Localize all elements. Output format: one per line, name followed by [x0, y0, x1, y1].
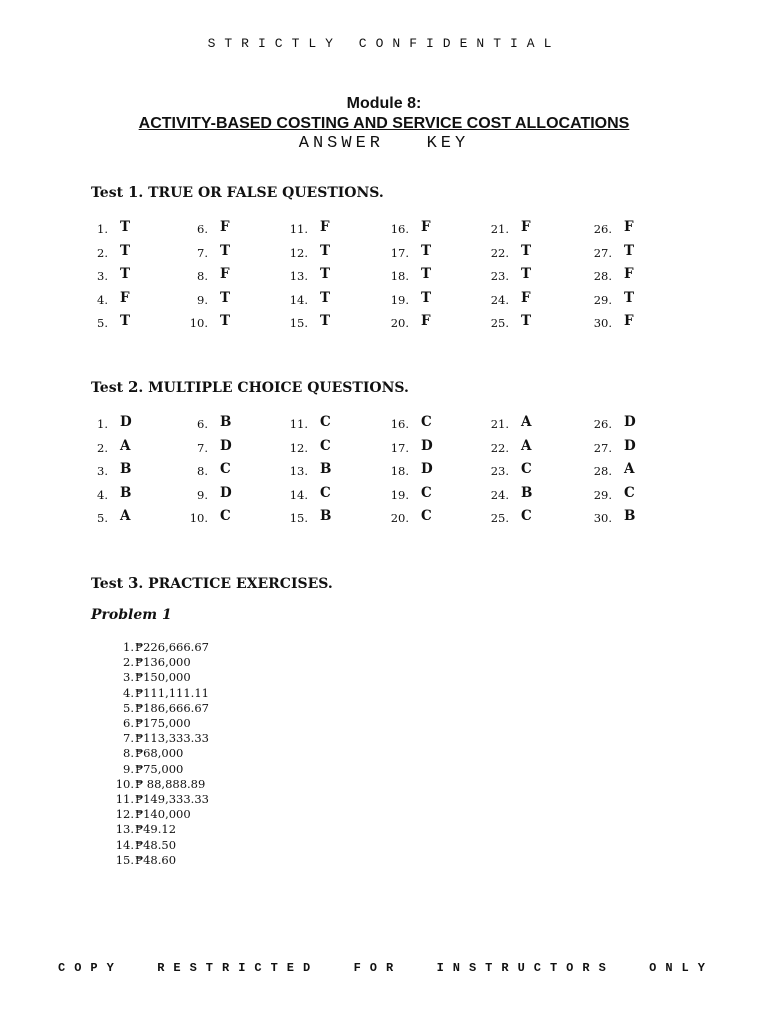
test2-title: . MULTIPLE CHOICE QUESTIONS. — [138, 380, 409, 396]
question-number: 11. — [289, 222, 308, 236]
question-number: 21. — [490, 222, 509, 236]
question-number: 7. — [197, 245, 208, 260]
test3-number: 3 — [127, 574, 139, 592]
answer-letter: D — [624, 437, 636, 454]
test1-answer-item — [90, 218, 190, 241]
problem-answer-item — [108, 762, 209, 777]
question-number: 12. — [289, 440, 308, 455]
problem-answer-item — [108, 640, 209, 655]
problem-answer-value: ₱75,000 — [135, 761, 184, 776]
test2-answer-item — [190, 413, 290, 436]
answer-letter: T — [521, 313, 532, 329]
question-number: 5. — [97, 511, 108, 525]
test1-answer-item — [290, 289, 390, 312]
answer-letter: F — [624, 313, 634, 329]
answer-letter: D — [624, 414, 636, 430]
problem-answer-item — [108, 822, 209, 837]
answer-letter: T — [120, 219, 131, 235]
answer-letter: B — [320, 508, 332, 524]
answer-letter: B — [320, 461, 332, 477]
test2-answer-item — [290, 437, 390, 460]
question-number: 4. — [97, 487, 108, 502]
problem-item-number: 11. — [115, 792, 134, 807]
test2-answer-item — [391, 507, 491, 530]
test2-label: Test — [91, 380, 128, 396]
question-number: 30. — [593, 511, 612, 525]
test2-answer-item — [190, 484, 290, 507]
problem-answer-item — [108, 792, 209, 807]
test1-answer-item — [90, 242, 190, 265]
problem-1-title: Problem 1 — [91, 607, 172, 623]
problem-answer-value: ₱140,000 — [135, 807, 191, 822]
question-number: 11. — [289, 417, 308, 431]
question-number: 26. — [593, 222, 612, 236]
question-number: 13. — [289, 464, 308, 478]
test2-answer-item — [290, 413, 390, 436]
question-number: 27. — [593, 245, 612, 260]
answer-letter: C — [320, 484, 331, 501]
question-number: 25. — [490, 511, 509, 525]
answer-letter: A — [521, 437, 532, 454]
answer-letter: C — [521, 461, 532, 477]
problem-item-number: 8. — [123, 746, 134, 761]
problem-answer-value: ₱175,000 — [135, 716, 191, 731]
question-number: 15. — [289, 316, 308, 330]
question-number: 20. — [390, 511, 409, 525]
test1-answer-item — [594, 312, 694, 335]
test1-answer-item — [190, 289, 290, 312]
test2-answer-item — [594, 484, 694, 507]
question-number: 2. — [97, 440, 108, 455]
question-number: 13. — [289, 269, 308, 283]
test3-heading — [91, 574, 333, 592]
answer-letter: A — [624, 461, 635, 477]
question-number: 19. — [390, 292, 409, 307]
answer-letter: F — [421, 313, 431, 329]
problem-answer-value: ₱136,000 — [135, 655, 191, 670]
test2-answer-item — [90, 484, 190, 507]
answer-letter: D — [220, 484, 232, 501]
answer-letter: B — [624, 508, 636, 524]
answer-letter: C — [521, 508, 532, 524]
test2-answer-item — [491, 413, 591, 436]
answer-letter: T — [320, 289, 331, 306]
question-number: 4. — [97, 292, 108, 307]
test2-answer-item — [491, 484, 591, 507]
problem-answer-value: ₱48.50 — [135, 837, 177, 852]
question-number: 28. — [593, 464, 612, 478]
test1-answer-item — [491, 242, 591, 265]
footer-word: INSTRUCTORS — [436, 961, 615, 975]
answer-letter: B — [220, 414, 232, 430]
test1-answer-item — [391, 242, 491, 265]
answer-letter: D — [220, 437, 232, 454]
test1-row — [90, 265, 670, 289]
problem-item-number: 7. — [123, 731, 134, 746]
question-number: 23. — [490, 464, 509, 478]
test1-row — [90, 289, 670, 313]
answer-letter: D — [421, 461, 433, 477]
problem-item-number: 2. — [123, 655, 134, 670]
test1-answer-grid — [90, 218, 670, 336]
test1-row — [90, 242, 670, 266]
test1-answer-item — [594, 242, 694, 265]
test2-answer-item — [190, 507, 290, 530]
answer-letter: A — [521, 414, 532, 430]
problem-answer-value: ₱186,666.67 — [135, 700, 209, 715]
test1-number: 1 — [127, 183, 139, 201]
question-number: 2. — [97, 245, 108, 260]
answer-letter: C — [421, 484, 432, 501]
test2-answer-item — [391, 484, 491, 507]
test2-row — [90, 484, 670, 508]
problem-item-number: 13. — [115, 822, 134, 837]
answer-letter: D — [421, 437, 433, 454]
answer-letter: F — [521, 219, 531, 235]
answer-letter: B — [521, 484, 533, 501]
test3-title: . PRACTICE EXERCISES. — [138, 576, 333, 592]
test1-answer-item — [290, 242, 390, 265]
test2-answer-item — [594, 437, 694, 460]
test2-answer-item — [491, 507, 591, 530]
answer-letter: A — [120, 508, 131, 524]
answer-letter: T — [220, 242, 231, 259]
test1-answer-item — [290, 312, 390, 335]
test2-answer-item — [90, 413, 190, 436]
answer-key-heading: ANSWER KEY — [298, 134, 470, 153]
answer-letter: T — [320, 313, 331, 329]
question-number: 18. — [390, 269, 409, 283]
question-number: 19. — [390, 487, 409, 502]
problem-answer-value: ₱ 88,888.89 — [135, 776, 206, 791]
problem-item-number: 3. — [123, 670, 134, 685]
problem-answer-item — [108, 716, 209, 731]
problem-1-answer-list — [108, 640, 209, 868]
test1-answer-item — [90, 312, 190, 335]
answer-letter: F — [220, 219, 230, 235]
question-number: 9. — [197, 487, 208, 502]
test1-answer-item — [491, 312, 591, 335]
answer-letter: T — [320, 266, 331, 282]
test1-answer-item — [594, 289, 694, 312]
test2-answer-item — [594, 507, 694, 530]
answer-letter: T — [421, 266, 432, 282]
question-number: 24. — [490, 292, 509, 307]
test1-answer-item — [290, 218, 390, 241]
question-number: 8. — [197, 269, 208, 283]
answer-letter: C — [421, 508, 432, 524]
test2-answer-item — [190, 460, 290, 483]
test2-answer-item — [290, 507, 390, 530]
answer-letter: T — [120, 242, 131, 259]
problem-item-number: 9. — [123, 761, 134, 776]
answer-letter: C — [220, 508, 231, 524]
test1-answer-item — [391, 218, 491, 241]
question-number: 17. — [390, 245, 409, 260]
answer-letter: A — [120, 437, 131, 454]
question-number: 23. — [490, 269, 509, 283]
answer-letter: T — [624, 242, 635, 259]
test2-heading — [91, 378, 409, 396]
question-number: 18. — [390, 464, 409, 478]
answer-letter: F — [220, 266, 230, 282]
answer-letter: F — [521, 289, 531, 306]
test2-answer-item — [391, 460, 491, 483]
question-number: 6. — [197, 417, 208, 431]
problem-answer-item — [108, 655, 209, 670]
problem-answer-item — [108, 701, 209, 716]
test2-answer-item — [491, 460, 591, 483]
question-number: 15. — [289, 511, 308, 525]
question-number: 10. — [189, 511, 208, 525]
test2-answer-item — [594, 460, 694, 483]
problem-answer-item — [108, 807, 209, 822]
test2-answer-item — [491, 437, 591, 460]
question-number: 16. — [390, 222, 409, 236]
answer-letter: D — [120, 414, 132, 430]
test1-answer-item — [491, 218, 591, 241]
answer-letter: B — [120, 461, 132, 477]
test1-answer-item — [491, 289, 591, 312]
test2-answer-item — [290, 484, 390, 507]
test1-answer-item — [190, 312, 290, 335]
test1-heading — [91, 183, 384, 201]
title-block — [0, 94, 768, 154]
problem-answer-value: ₱48.60 — [135, 852, 177, 867]
test1-answer-item — [290, 265, 390, 288]
question-number: 6. — [197, 222, 208, 236]
problem-answer-value: ₱113,333.33 — [135, 731, 209, 746]
test1-answer-item — [391, 312, 491, 335]
question-number: 17. — [390, 440, 409, 455]
test1-title: . TRUE OR FALSE QUESTIONS. — [138, 185, 384, 201]
answer-letter: T — [220, 313, 231, 329]
test2-row — [90, 413, 670, 437]
problem-item-number: 4. — [123, 685, 134, 700]
question-number: 29. — [593, 487, 612, 502]
test1-label: Test — [91, 185, 128, 201]
test3-label: Test — [91, 576, 128, 592]
problem-answer-item — [108, 686, 209, 701]
question-number: 16. — [390, 417, 409, 431]
problem-item-number: 1. — [123, 640, 134, 654]
question-number: 24. — [490, 487, 509, 502]
problem-item-number: 6. — [123, 716, 134, 731]
answer-letter: C — [624, 484, 635, 501]
test2-answer-item — [90, 507, 190, 530]
answer-letter: T — [120, 313, 131, 329]
test2-answer-item — [391, 437, 491, 460]
answer-letter: F — [120, 289, 130, 306]
test1-answer-item — [90, 289, 190, 312]
answer-letter: T — [120, 266, 131, 282]
footer-word: ONLY — [649, 961, 714, 975]
question-number: 9. — [197, 292, 208, 307]
answer-letter: B — [120, 484, 132, 501]
test1-row — [90, 218, 670, 242]
test2-answer-grid — [90, 413, 670, 531]
test1-answer-item — [391, 265, 491, 288]
question-number: 21. — [490, 417, 509, 431]
module-subtitle: ACTIVITY-BASED COSTING AND SERVICE COST ALLOCATIONS — [138, 115, 630, 132]
footer-word: COPY — [58, 961, 123, 975]
problem-answer-value: ₱149,333.33 — [135, 792, 209, 807]
problem-item-number: 14. — [115, 837, 134, 852]
answer-letter: T — [521, 266, 532, 282]
question-number: 10. — [189, 316, 208, 330]
question-number: 5. — [97, 316, 108, 330]
footer-word: RESTRICTED — [157, 961, 320, 975]
question-number: 14. — [289, 487, 308, 502]
problem-item-number: 10. — [115, 776, 134, 791]
problem-answer-value: ₱111,111.11 — [135, 685, 209, 700]
question-number: 27. — [593, 440, 612, 455]
question-number: 26. — [593, 417, 612, 431]
problem-answer-item — [108, 853, 209, 868]
problem-item-number: 12. — [115, 807, 134, 822]
problem-answer-value: ₱226,666.67 — [135, 640, 209, 654]
test2-row — [90, 507, 670, 531]
answer-letter: C — [320, 414, 331, 430]
answer-letter: F — [421, 219, 431, 235]
answer-letter: C — [320, 437, 331, 454]
problem-answer-item — [108, 777, 209, 792]
test1-answer-item — [594, 265, 694, 288]
problem-item-number: 5. — [123, 700, 134, 715]
footer-word: FOR — [353, 961, 403, 975]
test1-answer-item — [190, 242, 290, 265]
question-number: 30. — [593, 316, 612, 330]
test2-answer-item — [290, 460, 390, 483]
answer-letter: T — [624, 289, 635, 306]
answer-letter: F — [624, 266, 634, 282]
answer-letter: T — [220, 289, 231, 306]
test2-row — [90, 437, 670, 461]
test2-answer-item — [190, 437, 290, 460]
question-number: 28. — [593, 269, 612, 283]
question-number: 25. — [490, 316, 509, 330]
problem-answer-value: ₱68,000 — [135, 746, 184, 761]
test1-answer-item — [391, 289, 491, 312]
test2-number: 2 — [127, 378, 139, 396]
test1-answer-item — [190, 265, 290, 288]
question-number: 1. — [97, 417, 108, 431]
answer-letter: T — [521, 242, 532, 259]
answer-letter: C — [220, 461, 231, 477]
answer-letter: T — [320, 242, 331, 259]
problem-answer-value: ₱150,000 — [135, 670, 191, 685]
question-number: 22. — [490, 440, 509, 455]
test2-answer-item — [90, 460, 190, 483]
copy-restricted-footer — [58, 961, 714, 975]
question-number: 3. — [97, 269, 108, 283]
test1-row — [90, 312, 670, 336]
problem-answer-item — [108, 670, 209, 685]
answer-letter: T — [421, 242, 432, 259]
test2-answer-item — [90, 437, 190, 460]
problem-answer-value: ₱49.12 — [135, 822, 177, 837]
question-number: 3. — [97, 464, 108, 478]
problem-answer-item — [108, 731, 209, 746]
question-number: 29. — [593, 292, 612, 307]
test2-answer-item — [594, 413, 694, 436]
question-number: 8. — [197, 464, 208, 478]
question-number: 1. — [97, 222, 108, 236]
test1-answer-item — [594, 218, 694, 241]
question-number: 12. — [289, 245, 308, 260]
test2-row — [90, 460, 670, 484]
question-number: 22. — [490, 245, 509, 260]
question-number: 14. — [289, 292, 308, 307]
answer-letter: F — [624, 219, 634, 235]
test1-answer-item — [491, 265, 591, 288]
confidential-header: STRICTLY CONFIDENTIAL — [207, 36, 561, 51]
test1-answer-item — [190, 218, 290, 241]
test2-answer-item — [391, 413, 491, 436]
problem-answer-item — [108, 746, 209, 761]
answer-letter: C — [421, 414, 432, 430]
test1-answer-item — [90, 265, 190, 288]
question-number: 20. — [390, 316, 409, 330]
question-number: 7. — [197, 440, 208, 455]
answer-letter: F — [320, 219, 330, 235]
problem-answer-item — [108, 838, 209, 853]
answer-letter: T — [421, 289, 432, 306]
module-title: Module 8: — [346, 95, 422, 112]
problem-item-number: 15. — [115, 852, 134, 867]
